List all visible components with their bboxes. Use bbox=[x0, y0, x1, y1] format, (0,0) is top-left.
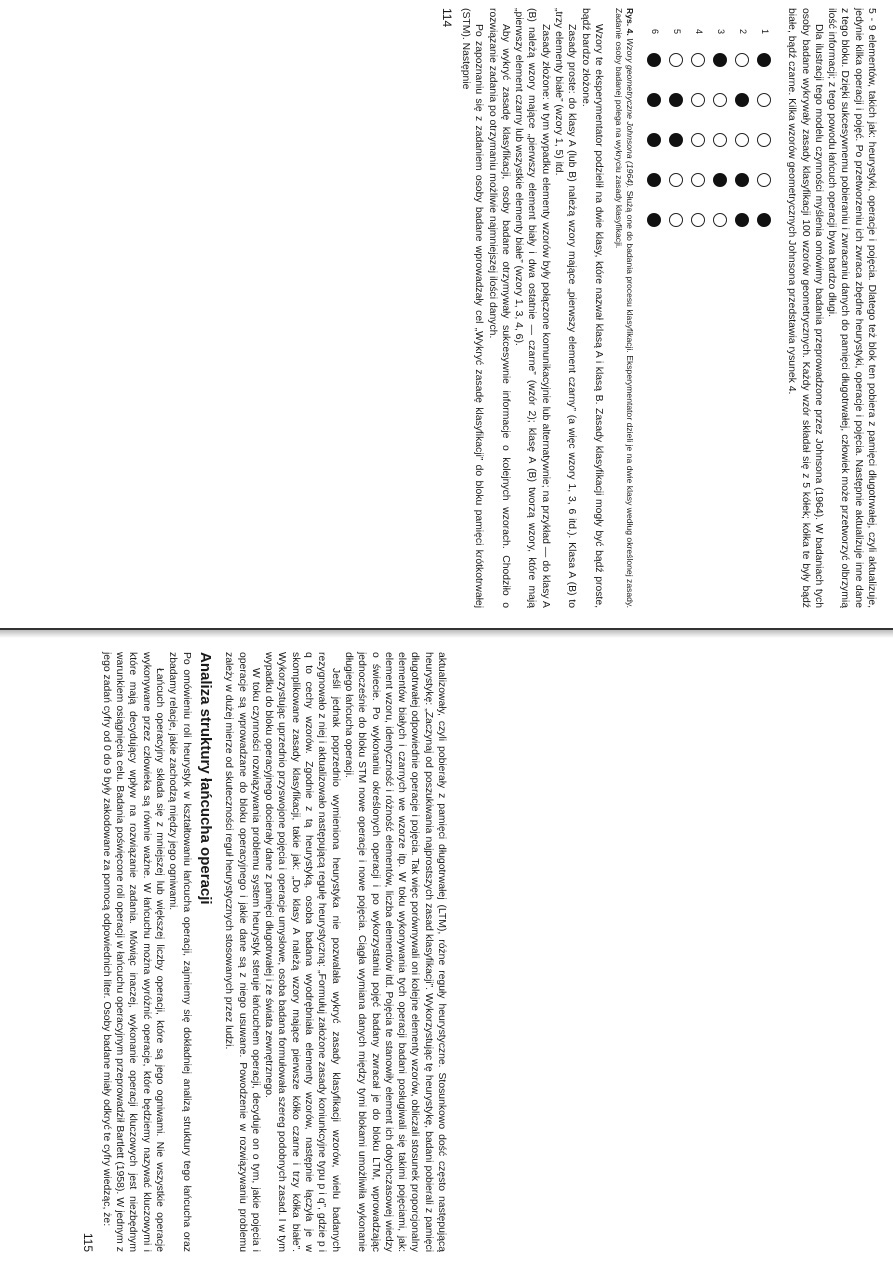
caption-title: Wzory geometryczne Johnsona (1964). bbox=[624, 38, 635, 189]
page-number: 114 bbox=[439, 8, 454, 28]
white-circle bbox=[735, 133, 749, 147]
figure-row-number: 3 bbox=[715, 28, 726, 34]
figure-row bbox=[643, 8, 665, 608]
white-circle bbox=[757, 93, 771, 107]
figure-row-number: 6 bbox=[649, 28, 660, 34]
figure-row bbox=[709, 8, 731, 608]
white-circle bbox=[691, 213, 705, 227]
johnson-figure bbox=[643, 8, 775, 608]
paragraph: aktualizowały, czyli pobierały z pamięci długotrwałej (LTM), różne reguły heurystyczne. Stosunkowo dość często następującą heurystykę: „Zaczynaj od poszukiwania najprostszych zasad klasyfikacji”. Wykorzystując tę heurystykę, badani pobierali z pamięci długotrwałej odpowiednie operacje i pojęcia. Tak więc porównywali oni kolejne elementy wzorów, obliczali stosunek proporcjonalny elementów białych i czarnych we wzorze itp. W toku wykonywania tych operacji badani posługiwali się takimi pojęciami, jak: element wzoru, identyczność i różność elementów, liczba elementów itd. Pojęcia te stanowiły element ich dotychczasowej wiedzy o świecie. Po wykonaniu określonych operacji i po wykorzystaniu pojęć badany zwracał je do bloku LTM, wprowadzając jednocześnie do bloku STM nowe operacje i nowe pojęcia. Ciągła wymiana danych między tymi blokami umożliwiła wykonanie długiego łańcucha operacji. bbox=[342, 652, 447, 1252]
page-115-text bbox=[80, 652, 448, 1252]
white-circle bbox=[735, 53, 749, 67]
paragraph: W toku czynności rozwiązywania problemu system heurystyk steruje łańcuchem operacji, decyduje on o tym, jakie pojęcia i operacje są wprowadzane do bloku operacyjnego i jakie dane są z niego usuwane. Powodzenie w rozwiązywaniu problemu zależy w dużej mierze od skuteczności reguł heurystycznych stosowanych przez ludzi. bbox=[223, 652, 261, 1252]
paragraph: Dla ilustracji tego modelu czynności myślenia omówimy badania przeprowadzone przez Johnsona (1964). W badaniach tych osoby badane wykrywały zasady klasyfikacji 100 wzorów geometrycznych. Każdy wzór składał się z 5 kółek; kółka te były bądź białe, bądź czarne. Kilka wzorów geometrycznych Johnsona przedstawia rysunek 4. bbox=[786, 8, 824, 608]
white-circle bbox=[669, 213, 683, 227]
caption-label: Rys. 4. bbox=[624, 8, 635, 36]
paragraph: Zasady proste: do klasy A (lub B) należą wzory mające „pierwszy element czarny” (a więc wzory 1, 3, 6 itd.). Klasa A (B) to „trzy elementy białe” (wzory 1, 5) itd. bbox=[553, 8, 578, 608]
figure-row-number: 1 bbox=[759, 28, 770, 34]
page-114-text bbox=[439, 8, 878, 608]
paragraph: 5 - 9 elementów, takich jak: heurystyki, operacje i pojęcia. Dlatego też blok ten pobiera z pamięci długotrwałej, czyli aktualizuje, jedynie kilka operacji i pojęć. Po przetworzeniu ich zwraca zbędne heurystyki, operacje i pojęcia. Następnie aktualizuje inne dane z tego bloku. Dzięki sukcesywnemu pobieraniu i zwracaniu danych do pamięci długotrwałej, człowiek może przetworzyć olbrzymią ilość informacji; z tego powodu łańcuch operacji bywa bardzo długi. bbox=[826, 8, 877, 608]
caption-text: Służą one do badania procesu klasyfikacji. Eksperymentator dzieli je na dwie klasy według określonej zasady. Zadanie osoby badanej polega na wykryciu zasady klasyfikacji. bbox=[613, 8, 635, 609]
white-circle bbox=[669, 173, 683, 187]
paragraph: Po omówieniu roli heurystyk w kształtowaniu łańcucha operacji, zajmiemy się dokładniej analizą struktury tego łańcucha oraz zbadamy relacje, jakie zachodzą między jego ogniwami. bbox=[167, 652, 192, 1252]
figure-caption bbox=[613, 8, 635, 608]
page-114 bbox=[439, 8, 878, 609]
white-circle bbox=[713, 93, 727, 107]
figure-row bbox=[753, 8, 775, 608]
black-circle bbox=[647, 173, 661, 187]
black-circle bbox=[757, 53, 771, 67]
page-fold-shadow bbox=[0, 630, 893, 638]
page-115 bbox=[18, 652, 448, 1252]
figure-row bbox=[687, 8, 709, 608]
paragraph: Po zapoznaniu się z zadaniem osoby badane wprowadzały cel „Wykryć zasadę klasyfikacji” do bloku pamięci krótkotrwałej (STM). Następnie bbox=[459, 8, 485, 608]
white-circle bbox=[757, 173, 771, 187]
white-circle bbox=[691, 93, 705, 107]
black-circle bbox=[757, 213, 771, 227]
black-circle bbox=[735, 93, 749, 107]
figure-row-number: 2 bbox=[737, 28, 748, 34]
black-circle bbox=[735, 173, 749, 187]
black-circle bbox=[647, 133, 661, 147]
paragraph: Jeśli jednak poprzednio wymieniona heurystyka nie pozwalała wykryć zasady klasyfikacji wzorów, wielu badanych rezygnowało z niej i aktualizowało następującą regułę heurystyczną: „Formułuj założone zasady koniunkcyjne typu p i q”, gdzie p i q to cechy wzorów. Zgodnie z tą heurystyką, osoba badana wyodrębniała elementy wzorów, następnie łączyła je w skomplikowane zasady klasyfikacji, takie jak: „Do klasy A należą wzory mające pierwsze kółko czarne i trzy kółka białe”. Wykorzystując uprzednio przyswojone pojęcia i operacje umysłowe, osoba badana formułowała szereg podobnych zasad. I w tym wypadku do bloku operacyjnego docierały dane z pamięci długotrwałej i ze świata zewnętrznego. bbox=[263, 652, 341, 1252]
paragraph: Wzory te eksperymentator podzielił na dwie klasy, które nazwał klasą A i klasą B. Zasady klasyfikacji mogły być bądź proste, bądź bardzo złożone. bbox=[579, 8, 604, 608]
section-heading: Analiza struktury łańcucha operacji bbox=[196, 652, 214, 905]
paragraph: Aby wykryć zasadę klasyfikacji, osoby badane otrzymywały sukcesywnie informacje o kolejnych wzorach. Chodziło o rozwiązanie zadania po otrzymaniu możliwie najmniejszej ilości danych. bbox=[486, 8, 511, 608]
white-circle bbox=[757, 133, 771, 147]
black-circle bbox=[713, 173, 727, 187]
figure-row bbox=[665, 8, 687, 608]
white-circle bbox=[691, 173, 705, 187]
black-circle bbox=[669, 133, 683, 147]
black-circle bbox=[735, 213, 749, 227]
white-circle bbox=[713, 213, 727, 227]
black-circle bbox=[669, 93, 683, 107]
black-circle bbox=[647, 53, 661, 67]
white-circle bbox=[713, 133, 727, 147]
white-circle bbox=[691, 53, 705, 67]
paragraph: Łańcuch operacyjny składa się z mniejszej lub większej liczby operacji, które są jego ogniwami. Nie wszystkie operacje wykonywane przez człowieka są równie ważne. W łańcuchu można wyróżnić operacje, które będziemy nazywać kluczowymi i które mają decydujący wpływ na rozwiązanie zadania. Mówiąc inaczej, wykonanie operacji kluczowych jest niezbędnym warunkiem osiągnięcia celu. Badania poświęcone roli operacji w łańcuchu operacyjnym przeprowadził Bartlett (1958). W jednym z jego zadań cyfry od 0 do 9 były zakodowane za pomocą odpowiednich liter. Osoby badane miały odkryć te cyfry wiedząc, że: bbox=[100, 652, 166, 1252]
figure-row-number: 5 bbox=[671, 28, 682, 34]
paragraph: Zasady złożone: w tym wypadku elementy wzorów były połączone komunikacyjnie lub alternatywnie; na przykład — do klasy A (B) należą wzory mające „pierwszy element biały i dwa ostatnie — czarne” (wzór 2); klasę A (B) tworzą wzory, które mają „pierwszy element czarny lub wszystkie elementy białe” (wzory 1, 3, 4, 6). bbox=[513, 8, 551, 608]
black-circle bbox=[713, 53, 727, 67]
page-number: 115 bbox=[80, 1232, 95, 1252]
white-circle bbox=[669, 53, 683, 67]
black-circle bbox=[647, 93, 661, 107]
black-circle bbox=[647, 213, 661, 227]
white-circle bbox=[691, 133, 705, 147]
figure-row-number: 4 bbox=[693, 28, 704, 34]
figure-row bbox=[731, 8, 753, 608]
